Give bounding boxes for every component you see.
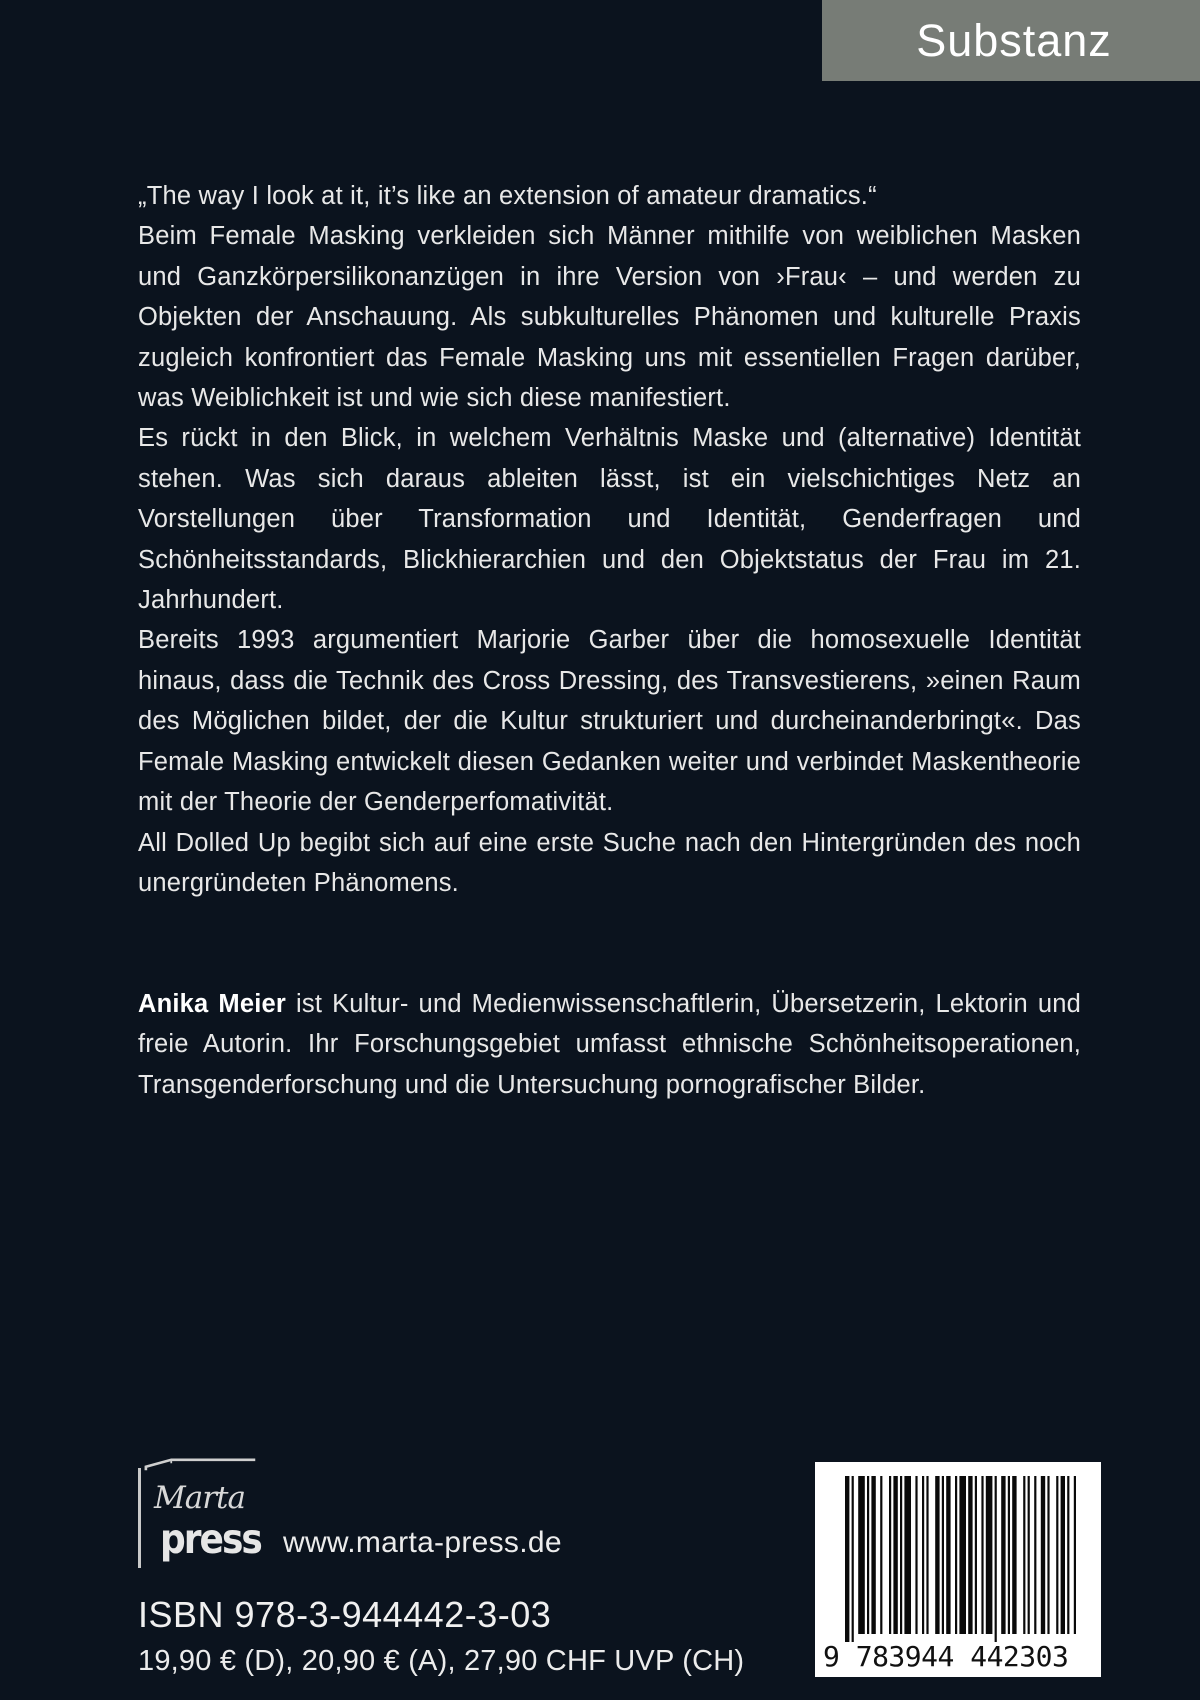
opening-quote: „The way I look at it, it’s like an extension of amateur dramatics.“ (138, 182, 877, 210)
blurb-paragraph-3: Bereits 1993 argumentiert Marjorie Garber über die homosexuelle Identität hinaus, dass die Technik des Cross Dressing, des Transvestierens, »einen Raum des Möglichen bildet, der die Kultur strukturiert und durcheinanderbringt«. Das Female Masking entwickelt diesen Gedanken weiter und verbindet Maskentheorie mit der Theorie der Genderperfomativität. (138, 626, 1081, 817)
barcode-bar (900, 1476, 902, 1634)
barcode-bar (975, 1476, 977, 1634)
barcode-bar (915, 1476, 917, 1634)
barcode-bar (968, 1476, 972, 1634)
author-bio-text: ist Kultur- und Medienwissenschaftlerin, Übersetzerin, Lektorin und freie Autorin. Ihr Forschungsgebiet umfasst ethnische Schönheitsoperationen, Transgenderforschung und die Untersuchung pornografischer Bilder. (138, 990, 1081, 1099)
barcode-bar (981, 1476, 983, 1634)
barcode-bar (946, 1476, 950, 1634)
author-bio (138, 984, 1081, 1105)
barcode-bar (1041, 1476, 1045, 1634)
barcode-bar (889, 1476, 891, 1634)
isbn: ISBN 978-3-944442-3-03 (138, 1594, 552, 1635)
barcode-bar (1012, 1476, 1016, 1634)
barcode-bar (1047, 1476, 1049, 1634)
barcode-bar (880, 1476, 882, 1634)
barcode-bar (893, 1476, 897, 1634)
barcode-bar (1001, 1476, 1005, 1634)
barcode-bar (955, 1476, 957, 1634)
barcode (815, 1462, 1101, 1677)
barcode-bar (904, 1476, 911, 1634)
barcode-bar (922, 1476, 924, 1634)
blurb-paragraph-4: All Dolled Up begibt sich auf eine erste Suche nach den Hintergründen des noch unergründeten Phänomens. (138, 828, 1081, 897)
price: 19,90 € (D), 20,90 € (A), 27,90 CHF UVP (CH) (138, 1645, 745, 1677)
barcode-bar (845, 1476, 849, 1642)
barcode-bar (867, 1476, 869, 1634)
barcode-digits: 9 783944 442303 (823, 1640, 1069, 1673)
barcode-bar (1008, 1476, 1010, 1634)
barcode-bar (852, 1476, 854, 1642)
barcode-bar (935, 1476, 939, 1634)
back-cover-blurb (138, 176, 1081, 903)
barcode-bar (1067, 1476, 1069, 1634)
logo-marta-text: Marta (154, 1480, 245, 1516)
barcode-bar (1061, 1476, 1065, 1634)
barcode-bar (871, 1476, 875, 1634)
logo-frame-line (138, 1468, 141, 1568)
barcode-bars-icon (815, 1462, 1101, 1642)
barcode-bar (995, 1476, 997, 1642)
barcode-bar (986, 1476, 993, 1634)
publisher-website: www.marta-press.de (283, 1526, 562, 1559)
barcode-bar (959, 1476, 966, 1634)
barcode-bar (1056, 1476, 1058, 1634)
logo-frame-icon (138, 1458, 264, 1472)
logo-press-text: press (160, 1516, 261, 1564)
barcode-bar (1074, 1476, 1076, 1634)
series-label: Substanz (822, 0, 1200, 81)
barcode-bar (858, 1476, 865, 1634)
barcode-bar (1034, 1476, 1036, 1634)
blurb-paragraph-1: Beim Female Masking verkleiden sich Männer mithilfe von weiblichen Masken und Ganzkörpersilikonanzügen in ihre Version von ›Frau‹ – und werden zu Objekten der Anschauung. Als subkulturelles Phänomen und kulturelle Praxis zugleich konfrontiert das Female Masking uns mit essentiellen Fragen darüber, was Weiblichkeit ist und wie sich diese manifestiert. (138, 222, 1081, 413)
barcode-bar (926, 1476, 928, 1634)
blurb-paragraph-2: Es rückt in den Blick, in welchem Verhältnis Maske und (alternative) Identität stehen. Was sich daraus ableiten lässt, ist ein vielschichtiges Netz an Vorstellungen über Transformation und Identität, Genderfragen und Schönheitsstandards, Blickhierarchien und den Objektstatus der Frau im 21. Jahrhundert. (138, 424, 1081, 615)
barcode-bar (1023, 1476, 1025, 1634)
publisher-logo (138, 1458, 266, 1568)
barcode-bar (942, 1476, 944, 1634)
author-name: Anika Meier (138, 990, 287, 1018)
barcode-bar (1028, 1476, 1030, 1634)
